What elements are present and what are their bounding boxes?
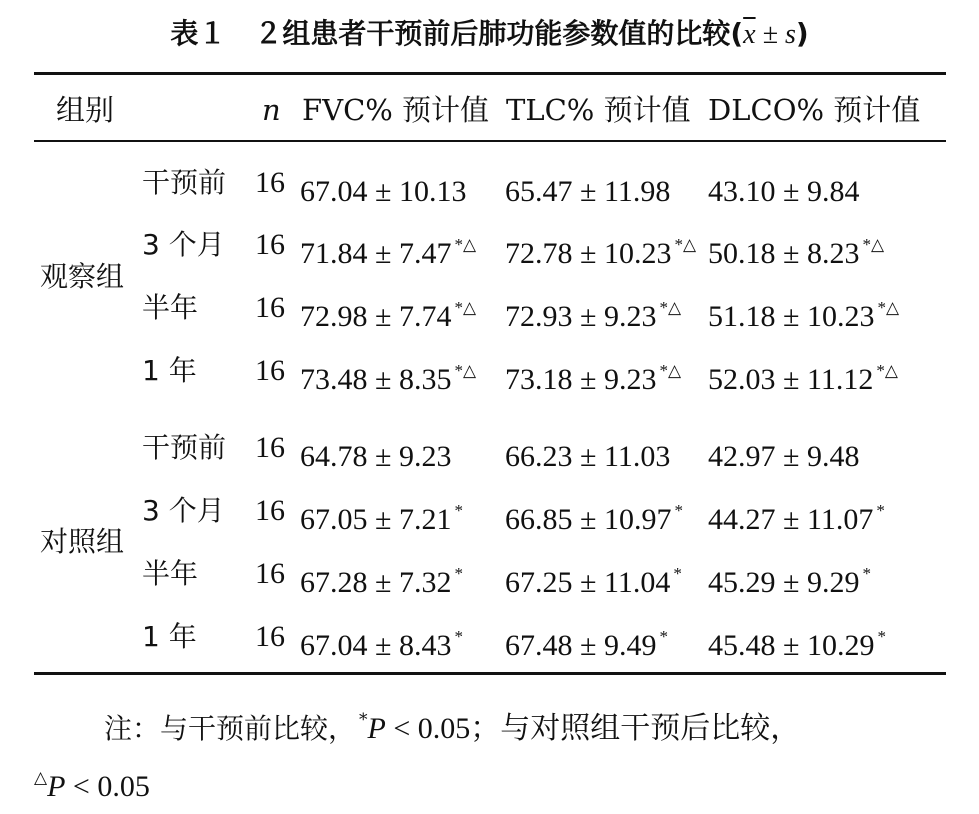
table-header-rule [34, 140, 946, 142]
header-dlco: DLCO% 预计值 [708, 93, 921, 127]
fvc-cell-value: 64.78 ± 9.23 [300, 440, 452, 473]
fvc-cell-value: 67.28 ± 7.32 [300, 566, 452, 599]
group-label: 对照组 [40, 525, 125, 558]
table-bottom-rule [34, 672, 946, 675]
dlco-cell [708, 353, 898, 398]
significance-mark: * [454, 501, 463, 520]
n-cell [255, 165, 285, 201]
table-note-line2 [34, 758, 946, 807]
dlco-cell-value: 43.10 ± 9.84 [708, 175, 860, 208]
time-cell-value: 半年 [142, 557, 199, 590]
significance-mark: * [876, 501, 885, 520]
note-text-1: 注：与干预前比较， [104, 712, 357, 745]
fvc-cell [300, 227, 476, 272]
n-cell [255, 493, 285, 529]
significance-mark: *△ [454, 361, 477, 380]
time-cell-value: 干预前 [142, 431, 227, 464]
n-cell [255, 430, 285, 466]
note-text-2: < 0.05；与对照组干预后比较， [385, 712, 801, 745]
n-cell-value: 16 [255, 166, 285, 199]
time-cell-value: 3 个月 [142, 494, 225, 527]
time-cell-value: 干预前 [142, 166, 227, 199]
significance-mark: * [862, 564, 871, 583]
time-cell [142, 353, 197, 389]
fvc-cell [300, 290, 476, 335]
n-cell-value: 16 [255, 354, 285, 387]
n-cell-value: 16 [255, 228, 285, 261]
note-text-3: < 0.05 [65, 770, 150, 803]
fvc-cell-value: 71.84 ± 7.47 [300, 237, 452, 270]
note-p-1: P [367, 712, 386, 745]
note-triangle: △ [34, 768, 48, 788]
fvc-cell-value: 67.05 ± 7.21 [300, 503, 452, 536]
n-cell-value: 16 [255, 557, 285, 590]
note-star: * [359, 710, 368, 730]
fvc-cell [300, 556, 463, 601]
significance-mark: *△ [454, 235, 477, 254]
dlco-cell [708, 493, 885, 538]
significance-mark: * [454, 627, 463, 646]
title-mean-symbol: $\overline{x}$ [743, 19, 756, 50]
dlco-cell-value: 51.18 ± 10.23 [708, 300, 875, 333]
n-cell-value: 16 [255, 620, 285, 653]
n-cell-value: 16 [255, 494, 285, 527]
tlc-cell [505, 430, 673, 475]
dlco-cell [708, 556, 871, 601]
significance-mark: *△ [659, 298, 682, 317]
significance-mark: * [454, 564, 463, 583]
dlco-cell-value: 45.29 ± 9.29 [708, 566, 860, 599]
significance-mark: * [673, 564, 682, 583]
time-cell [142, 556, 198, 592]
tlc-cell-value: 66.85 ± 10.97 [505, 503, 672, 536]
n-cell [255, 227, 285, 263]
tlc-cell [505, 493, 683, 538]
fvc-cell-value: 73.48 ± 8.35 [300, 363, 452, 396]
tlc-cell [505, 165, 673, 210]
time-cell [142, 493, 225, 529]
tlc-cell-value: 72.93 ± 9.23 [505, 300, 657, 333]
dlco-cell [708, 227, 884, 272]
dlco-cell-value: 50.18 ± 8.23 [708, 237, 860, 270]
n-cell-value: 16 [255, 431, 285, 464]
fvc-cell-value: 67.04 ± 10.13 [300, 175, 467, 208]
tlc-cell [505, 556, 682, 601]
significance-mark: *△ [454, 298, 477, 317]
n-cell [255, 353, 285, 389]
fvc-cell [300, 430, 454, 475]
dlco-cell-value: 52.03 ± 11.12 [708, 363, 874, 396]
group-label: 观察组 [40, 260, 125, 293]
header-group: 组别 [56, 93, 115, 127]
tlc-cell [505, 619, 668, 664]
dlco-cell-value: 42.97 ± 9.48 [708, 440, 860, 473]
fvc-cell [300, 165, 469, 210]
dlco-cell [708, 619, 886, 664]
dlco-cell-value: 44.27 ± 11.07 [708, 503, 874, 536]
note-p-2: P [47, 770, 66, 803]
tlc-cell [505, 290, 681, 335]
significance-mark: *△ [674, 235, 697, 254]
n-cell [255, 556, 285, 592]
dlco-cell [708, 430, 862, 475]
time-cell-value: 半年 [142, 291, 199, 324]
tlc-cell-value: 65.47 ± 11.98 [505, 175, 671, 208]
time-cell-value: 1 年 [142, 620, 197, 653]
significance-mark: * [674, 501, 683, 520]
title-paren-open: ( [730, 17, 744, 50]
fvc-cell-value: 67.04 ± 8.43 [300, 629, 452, 662]
dlco-cell [708, 290, 899, 335]
title-text: 表１ ２组患者干预前后肺功能参数值的比较 [170, 17, 731, 50]
n-cell-value: 16 [255, 291, 285, 324]
significance-mark: *△ [659, 361, 682, 380]
significance-mark: * [659, 627, 668, 646]
time-cell [142, 227, 225, 263]
tlc-cell-value: 67.48 ± 9.49 [505, 629, 657, 662]
significance-mark: *△ [877, 298, 900, 317]
n-cell [255, 619, 285, 655]
time-cell [142, 290, 198, 326]
tlc-cell [505, 227, 696, 272]
tlc-cell-value: 72.78 ± 10.23 [505, 237, 672, 270]
time-cell [142, 165, 226, 201]
tlc-cell-value: 67.25 ± 11.04 [505, 566, 671, 599]
fvc-cell-value: 72.98 ± 7.74 [300, 300, 452, 333]
time-cell [142, 430, 226, 466]
time-cell-value: 3 个月 [142, 228, 225, 261]
title-paren-close: ) [795, 17, 809, 50]
time-cell-value: 1 年 [142, 354, 197, 387]
n-cell [255, 290, 285, 326]
table-top-rule [34, 72, 946, 75]
time-cell [142, 619, 197, 655]
table-title [0, 14, 979, 55]
fvc-cell [300, 619, 463, 664]
header-tlc: TLC% 预计值 [506, 93, 691, 127]
header-fvc: FVC% 预计值 [302, 93, 490, 127]
table-note [34, 700, 946, 749]
dlco-cell-value: 45.48 ± 10.29 [708, 629, 875, 662]
tlc-cell-value: 66.23 ± 11.03 [505, 440, 671, 473]
fvc-cell [300, 493, 463, 538]
title-sd-symbol: ± s [755, 19, 796, 50]
significance-mark: * [877, 627, 886, 646]
header-n: n [262, 93, 281, 127]
tlc-cell [505, 353, 681, 398]
significance-mark: *△ [876, 361, 898, 380]
tlc-cell-value: 73.18 ± 9.23 [505, 363, 657, 396]
dlco-cell [708, 165, 862, 210]
fvc-cell [300, 353, 476, 398]
significance-mark: *△ [862, 235, 885, 254]
